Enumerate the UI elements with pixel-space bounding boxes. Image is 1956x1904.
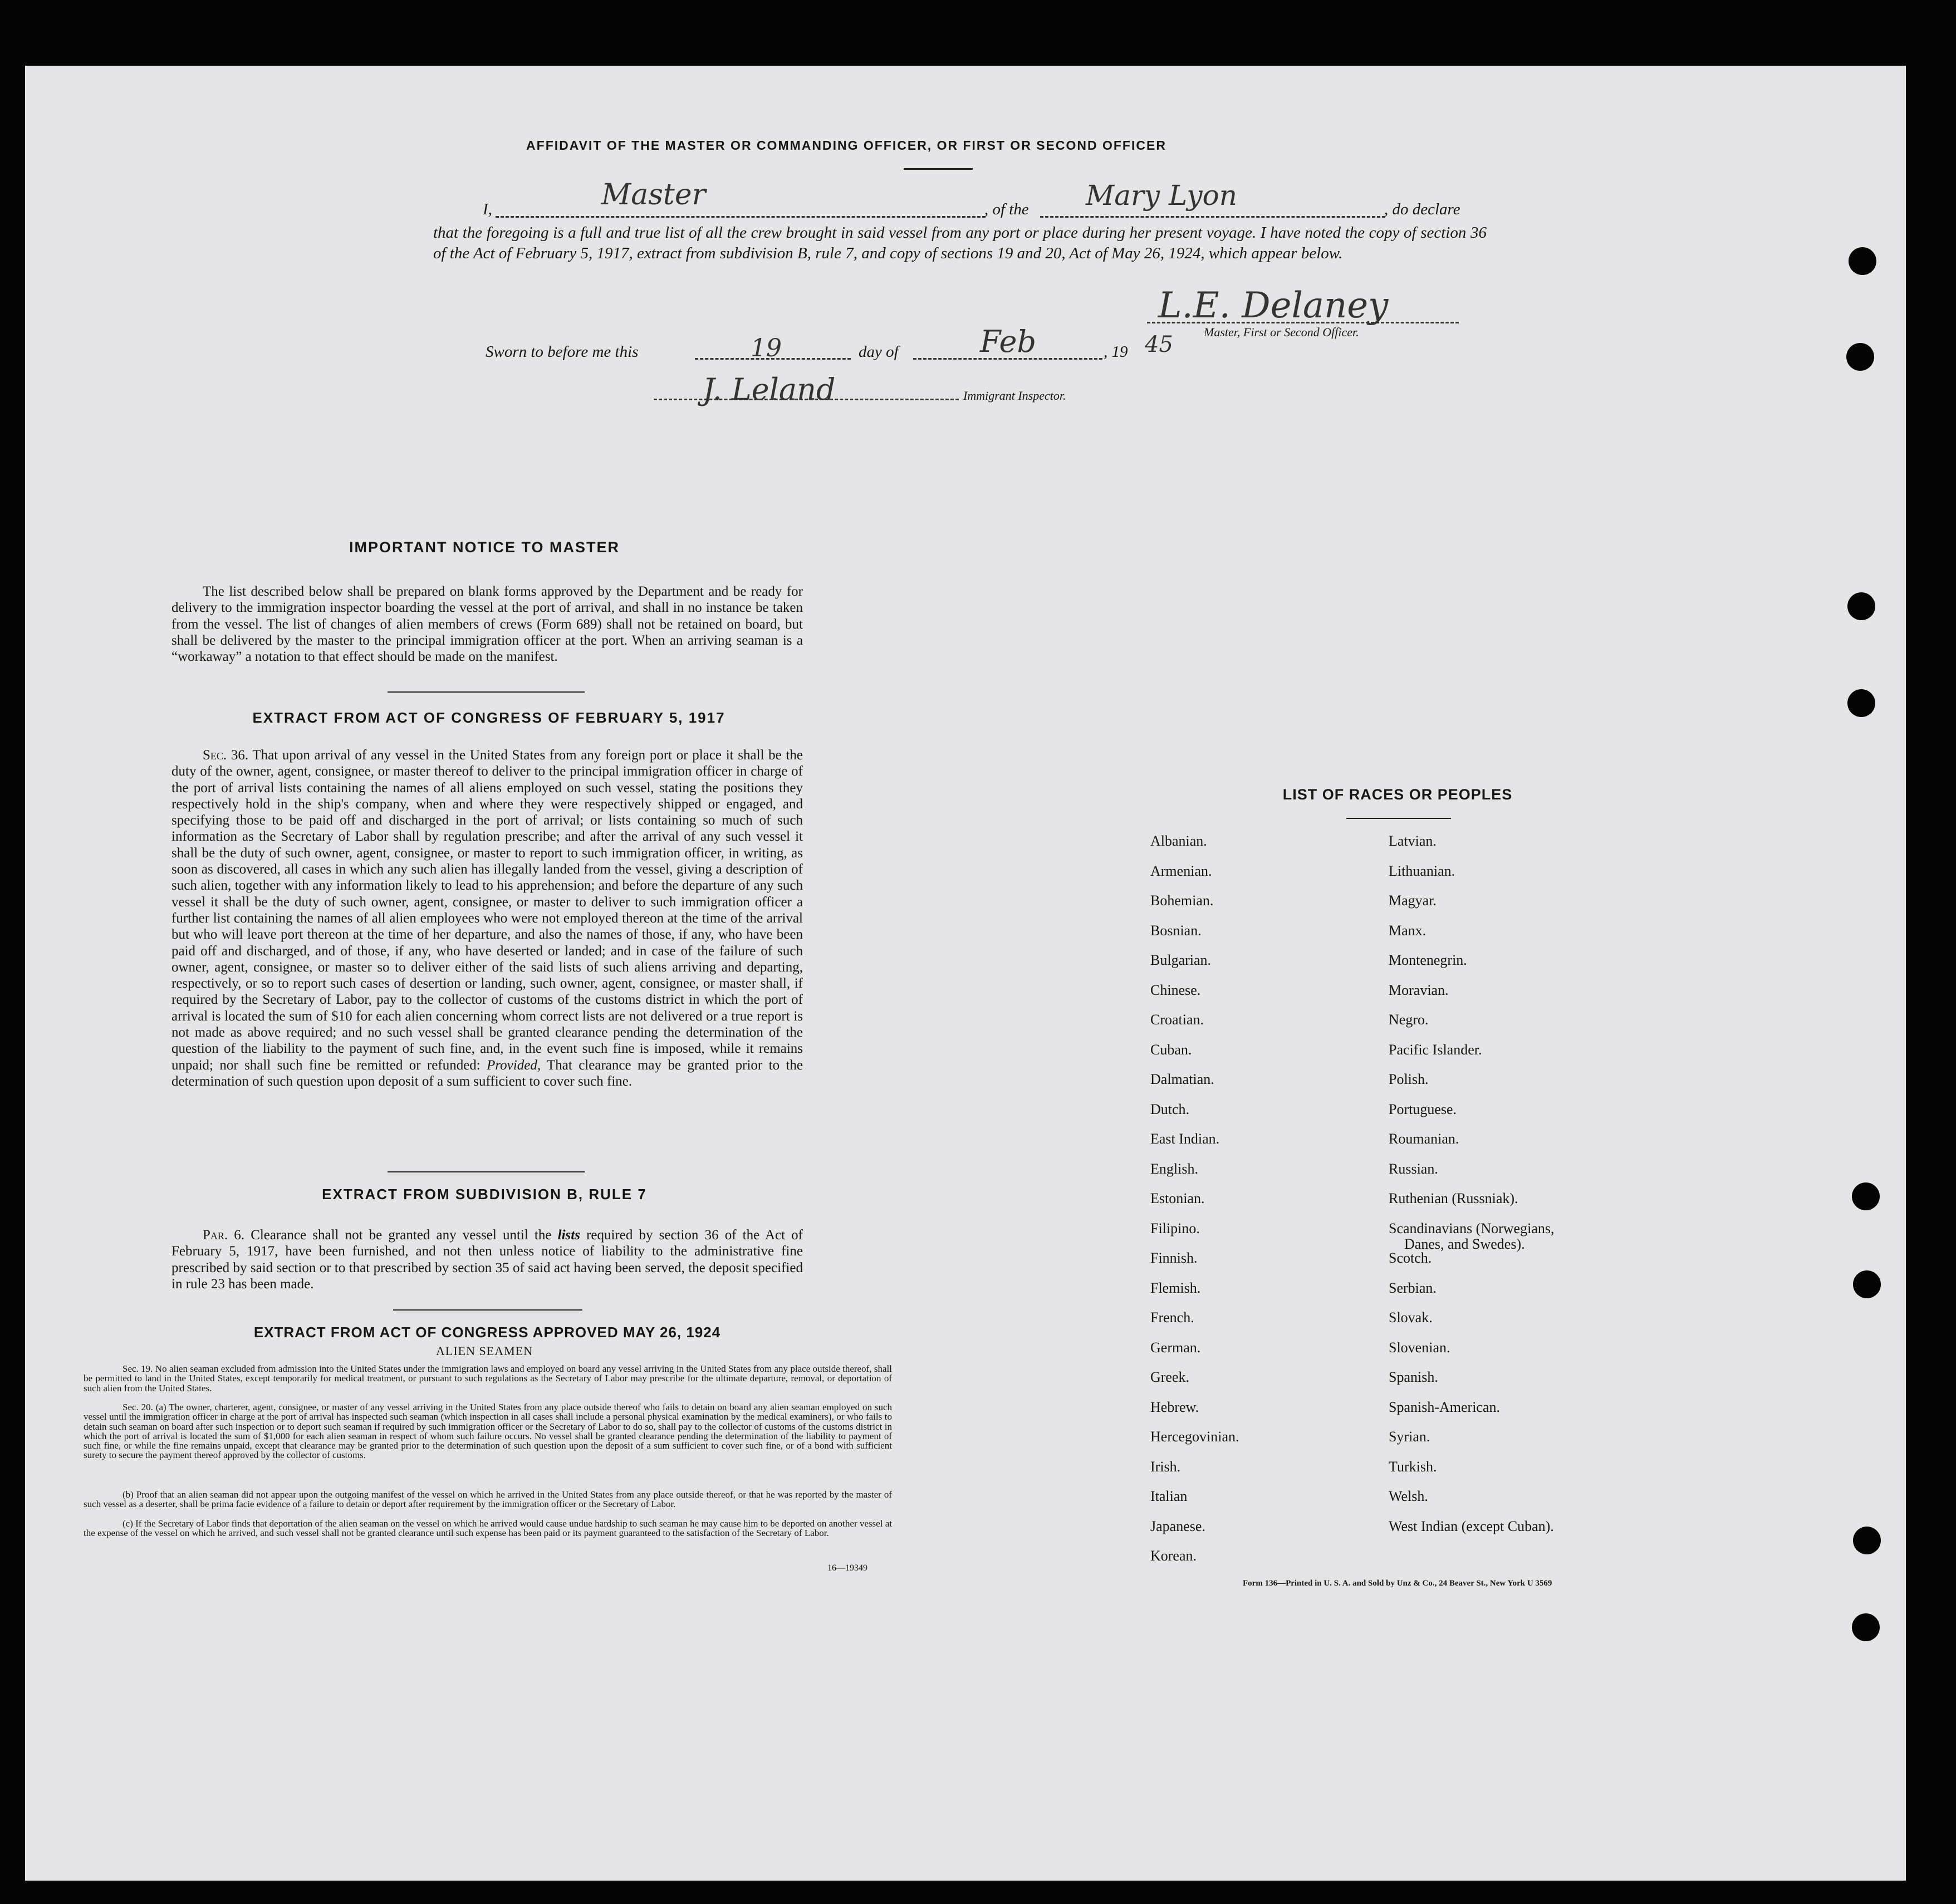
race-item: Armenian.: [1150, 862, 1212, 879]
race-item: Ruthenian (Russniak).: [1389, 1190, 1518, 1206]
extract-1917-text: [171, 747, 803, 1090]
race-item: Lithuanian.: [1389, 862, 1455, 879]
race-item: Moravian.: [1389, 982, 1449, 998]
year-prefix: , 19: [1104, 343, 1128, 361]
race-item: French.: [1150, 1309, 1194, 1326]
race-item: Russian.: [1389, 1160, 1438, 1177]
race-item: Dalmatian.: [1150, 1071, 1214, 1087]
extract-1917-rule: [388, 1171, 585, 1172]
race-item: Pacific Islander.: [1389, 1041, 1482, 1058]
race-item: Chinese.: [1150, 982, 1201, 998]
race-item: Irish.: [1150, 1458, 1181, 1475]
race-item: Greek.: [1150, 1369, 1190, 1385]
binding-hole: [1852, 1613, 1880, 1641]
race-item: Latvian.: [1389, 833, 1437, 849]
race-item: Welsh.: [1389, 1488, 1428, 1504]
handwritten-year: 45: [1145, 332, 1173, 357]
race-item: Manx.: [1389, 922, 1426, 939]
affidavit-title-rule: [904, 168, 973, 170]
race-item: Dutch.: [1150, 1101, 1190, 1117]
signature-caption: Master, First or Second Officer.: [1204, 325, 1359, 339]
master-signature: L.E. Delaney: [1158, 285, 1389, 326]
binding-hole: [1847, 592, 1875, 620]
day-of-label: day of: [859, 343, 899, 361]
race-item: Polish.: [1389, 1071, 1429, 1087]
handwritten-vessel-name: Mary Lyon: [1086, 179, 1237, 212]
handwritten-month: Feb: [980, 324, 1037, 359]
race-item: German.: [1150, 1339, 1201, 1356]
race-item: Magyar.: [1389, 892, 1437, 909]
handwritten-name: Master: [601, 178, 706, 212]
par-6-body-a: Clearance shall not be granted any vessel until the: [251, 1228, 552, 1243]
sec-19-text: Sec. 19. No alien seaman excluded from admission into the United States under the immigration laws and employed on board any vessel arriving in the United States from any place outside thereof, shall be permitted to land in the United States, except temporarily for medical treatment, or pursuant to such regulations as the Secretary of Labor may prescribe for the ultimate departure, removal, or deportation of such alien from the United States.: [84, 1363, 892, 1393]
race-item: Cuban.: [1150, 1041, 1192, 1058]
extract-1924-title: EXTRACT FROM ACT OF CONGRESS APPROVED MAY 26, 1924: [253, 1324, 721, 1341]
race-item: Flemish.: [1150, 1279, 1201, 1296]
race-item: Croatian.: [1150, 1012, 1204, 1028]
race-item: Japanese.: [1150, 1518, 1205, 1534]
par-6-label: Par. 6.: [203, 1228, 245, 1243]
race-item: English.: [1150, 1160, 1198, 1177]
handwritten-day: 19: [751, 334, 782, 362]
binding-hole: [1853, 1270, 1881, 1298]
inspector-caption: Immigrant Inspector.: [963, 389, 1066, 403]
printer-footer: Form 136—Printed in U. S. A. and Sold by Unz & Co., 24 Beaver St., New York U 3569: [1243, 1579, 1552, 1588]
race-item: Roumanian.: [1389, 1131, 1459, 1147]
name-blank: [496, 216, 986, 218]
race-item: Portuguese.: [1389, 1101, 1457, 1117]
alien-seamen-subtitle: ALIEN SEAMEN: [436, 1344, 533, 1358]
signature-line: [1147, 322, 1459, 323]
extract-1917-title: EXTRACT FROM ACT OF CONGRESS OF FEBRUARY 5, 1917: [252, 709, 725, 726]
race-item: Bohemian.: [1150, 892, 1214, 909]
race-item: Filipino.: [1150, 1220, 1200, 1236]
notice-title: IMPORTANT NOTICE TO MASTER: [349, 539, 620, 556]
sec-20c-text: (c) If the Secretary of Labor finds that deportation of the alien seaman on the vessel on which he arrived would cause undue hardship to such seaman he may cause him to be deported on another vessel at the expense of the vessel on which he arrived, and such vessel shall not be granted clearance until such expense has been paid or its payment guaranteed to the satisfaction of the Secretary of Labor.: [84, 1518, 892, 1539]
race-item: Bulgarian.: [1150, 952, 1212, 968]
inspector-signature: J. Leland: [703, 372, 836, 407]
race-item: Slovenian.: [1389, 1339, 1450, 1356]
binding-hole: [1849, 247, 1876, 275]
notice-rule: [388, 691, 585, 693]
race-item: Hercegovinian.: [1150, 1429, 1239, 1445]
race-item: East Indian.: [1150, 1131, 1220, 1147]
race-item: West Indian (except Cuban).: [1389, 1518, 1554, 1534]
extract-rule7-title: EXTRACT FROM SUBDIVISION B, RULE 7: [322, 1186, 647, 1203]
sec-20b-text: (b) Proof that an alien seaman did not appear upon the outgoing manifest of the vessel on which he arrived in the United States from any place outside thereof, or that he was reported by the master of such vessel as a deserter, shall be prima facie evidence of a failure to detain or deport after requirement by the immigration officer or the Secretary of Labor.: [84, 1489, 892, 1510]
sec-20a-text: Sec. 20. (a) The owner, charterer, agent, consignee, or master of any vessel arriving in the United States from any place outside thereof who fails to detain on board any alien seaman employed on such vessel until the immigration officer in charge at the port of arrival has inspected such seaman (which inspection in all cases shall include a personal physical examination by the medical examiners), or who fails to detain such seaman on board after such inspection or to deport such seaman if required by such immigration officer or the Secretary of Labor to do so, shall pay to the collector of customs of the customs district in which the port of arrival is located the sum of $1,000 for each alien seaman in respect of whom such failure occurs. No vessel shall be granted clearance pending the determination of the liability to payment of such fine, or while the fine remains unpaid, except that clearance may be granted prior to the determination of such question upon the deposit of a sum sufficient to cover such fine, or of a bond with sufficient surety to secure the payment thereof approved by the collector of customs.: [84, 1402, 892, 1461]
sec-36-label: Sec. 36.: [203, 748, 249, 763]
do-declare-label: , do declare: [1384, 200, 1460, 218]
race-item: Negro.: [1389, 1012, 1429, 1028]
notice-text: [171, 583, 803, 665]
binding-hole: [1853, 1527, 1881, 1554]
form-number: 16—19349: [827, 1563, 867, 1573]
race-item: Estonian.: [1150, 1190, 1205, 1206]
race-item: Spanish.: [1389, 1369, 1438, 1385]
sworn-label: Sworn to before me this: [486, 343, 639, 361]
race-item: Slovak.: [1389, 1309, 1433, 1326]
provided-label: Provided,: [487, 1057, 541, 1073]
race-item: Scotch.: [1389, 1250, 1432, 1266]
race-item: Finnish.: [1150, 1250, 1198, 1266]
affidavit-title: AFFIDAVIT OF THE MASTER OR COMMANDING OFFICER, OR FIRST OR SECOND OFFICER: [526, 138, 1166, 153]
binding-hole: [1847, 689, 1875, 717]
notice-body: The list described below shall be prepared on blank forms approved by the Department and be ready for delivery to the immigration inspector boarding the vessel at the port of arrival, and shall in no instance be taken from the vessel. The list of changes of alien members of crews (Form 689) shall not be retained on board, but shall be delivered by the master to the principal immigration officer at the port. When an arriving seaman is a “workaway” a notation to that effect should be made on the manifest.: [171, 584, 803, 665]
races-title-rule: [1346, 818, 1451, 819]
race-item: Hebrew.: [1150, 1398, 1199, 1415]
sec-36-body: That upon arrival of any vessel in the United States from any foreign port or place it shall be the duty of the owner, agent, consignee, or master thereof to deliver to the principal immigration officer in charge of the port of arrival lists containing the names of all aliens employed on such vessel, stating the positions they respectively hold in the ship's company, when and where they were respectively shipped or engaged, and specifying those to be paid off and discharged in the port of arrival; or lists containing so much of such information as the Secretary of Labor shall by regulation prescribe; and after the arrival of any such vessel it shall be the duty of such owner, agent, consignee, or master to report to such immigration officer, in writing, as soon as discovered, all cases in which any such alien has illegally landed from the vessel, giving a description of such alien, together with any information likely to lead to his apprehension; and before the departure of any such vessel it shall be the duty of such owner, agent, consignee, or master to deliver to such immigration officer a further list containing the names of all alien employees who were not employed thereon at the time of the arrival but who will leave port thereon at the time of her departure, and also the names of those, if any, who have been paid off and discharged, and of those, if any, who have deserted or landed; and in case of the failure of such owner, agent, consignee, or master so to deliver either of the said lists of such aliens arriving and departing, respectively, or so to report such cases of desertion or landing, such owner, agent, consignee, or master shall, if required by the Secretary of Labor, pay to the collector of customs of the customs district in which the port of arrival is located the sum of $10 for each alien concerning whom correct lists are not delivered or a true report is not made as above required; and no such vessel shall be granted clearance pending the determination of the question of the liability to the payment of such fine, and, in the event such fine is imposed, while it remains unpaid; nor shall such fine be remitted or refunded:: [171, 748, 803, 1073]
race-item: Montenegrin.: [1389, 952, 1467, 968]
of-the-label: , of the: [984, 200, 1029, 218]
lists-word: lists: [557, 1228, 580, 1243]
races-title: LIST OF RACES OR PEOPLES: [1282, 786, 1513, 803]
extract-rule7-text: [171, 1227, 803, 1292]
race-item: Korean.: [1150, 1548, 1197, 1564]
affidavit-i-label: I,: [483, 200, 492, 218]
race-item: Bosnian.: [1150, 922, 1202, 939]
race-item: Turkish.: [1389, 1458, 1437, 1475]
binding-hole: [1852, 1182, 1880, 1210]
race-item: Serbian.: [1389, 1279, 1437, 1296]
affidavit-body: that the foregoing is a full and true list of all the crew brought in said vessel from any port or place during her present voyage. I have noted the copy of section 36 of the Act of February 5, 1917, extract from subdivision B, rule 7, and copy of sections 19 and 20, Act of May 26, 1924, which appear below.: [433, 224, 1487, 262]
sec-36-end: That clearance may be granted prior to the determination of such question upon deposit of a sum sufficient to cover such fine.: [171, 1057, 803, 1089]
par-6-body-b: required by section 36 of the Act of February 5, 1917, have been furnished, and not then unless notice of liability to the administrative fine prescribed by said section or to that prescribed by section 35 of said act having been served, the deposit specified in rule 23 has been made.: [171, 1228, 803, 1292]
race-item: Scandinavians (Norwegians,: [1389, 1220, 1555, 1236]
race-item: Danes, and Swedes).: [1404, 1235, 1525, 1252]
race-item: Albanian.: [1150, 833, 1207, 849]
binding-hole: [1846, 343, 1874, 371]
race-item: Italian: [1150, 1488, 1188, 1504]
vessel-blank: [1040, 216, 1385, 218]
race-item: Spanish-American.: [1389, 1398, 1501, 1415]
extract-rule7-rule: [393, 1309, 582, 1311]
race-item: Syrian.: [1389, 1429, 1430, 1445]
